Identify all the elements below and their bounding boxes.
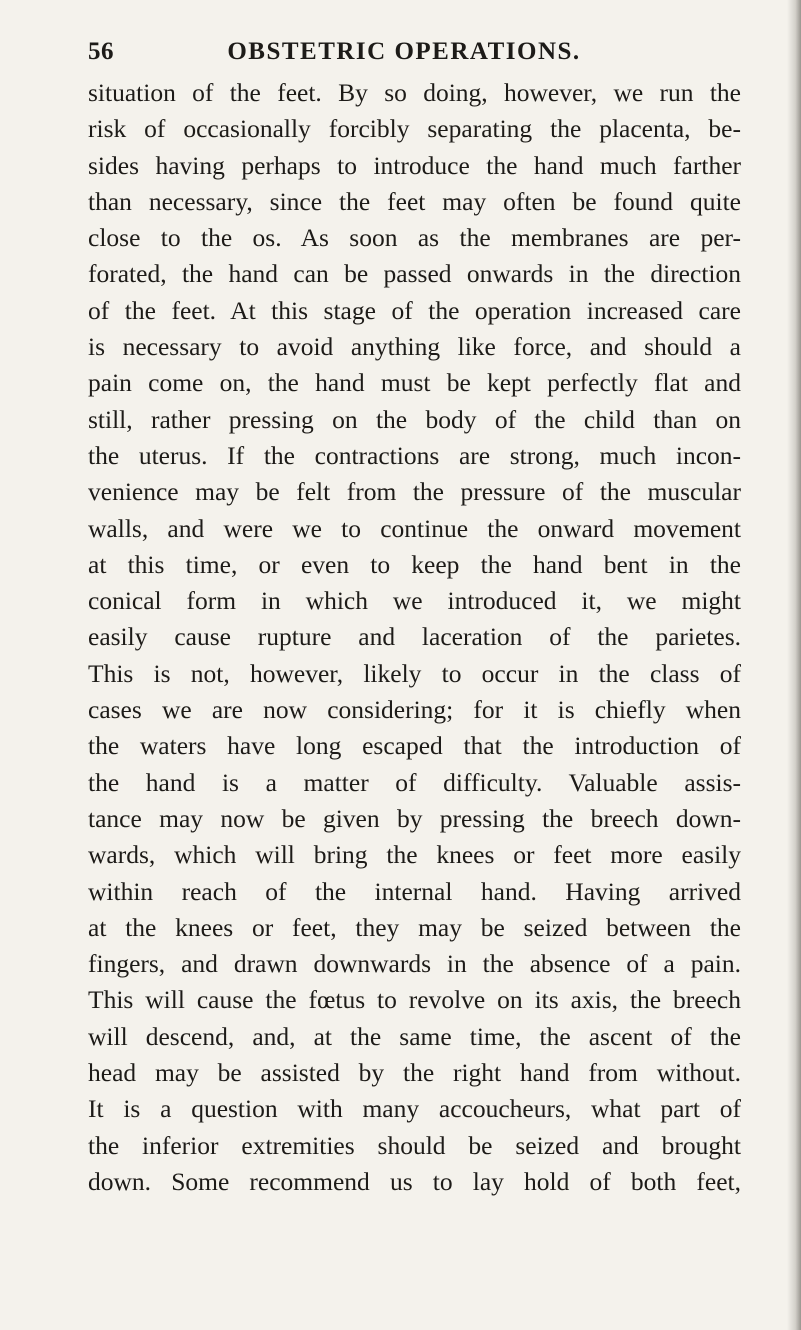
text-line: forated, the hand can be passed onwards in the direction <box>88 259 741 289</box>
text-line: situation of the feet. By so doing, however, we run the <box>88 78 741 107</box>
page-number: 56 <box>88 38 114 65</box>
running-title: OBSTETRIC OPERATIONS. <box>227 38 581 65</box>
text-line: head may be assisted by the right hand from without. <box>88 1058 741 1088</box>
body-text <box>88 75 741 1200</box>
text-line: easily cause rupture and laceration of the parietes. <box>88 622 741 652</box>
text-line: is necessary to avoid anything like force, and should a <box>88 332 741 362</box>
text-line: This will cause the fœtus to revolve on its axis, the breech <box>88 985 741 1015</box>
text-line: wards, which will bring the knees or feet more easily <box>88 840 741 870</box>
text-line: the inferior extremities should be seized and brought <box>88 1130 741 1160</box>
page-header <box>88 38 720 68</box>
text-line: pain come on, the hand must be kept perfectly flat and <box>88 368 741 398</box>
text-line: sides having perhaps to introduce the hand much farther <box>88 150 741 180</box>
page-edge-shadow <box>787 0 801 1330</box>
text-line: close to the os. As soon as the membranes are per- <box>88 223 741 253</box>
text-line: than necessary, since the feet may often be found quite <box>88 186 741 216</box>
text-line: will descend, and, at the same time, the ascent of the <box>88 1021 741 1051</box>
text-line: down. Some recommend us to lay hold of both feet, <box>88 1166 741 1196</box>
text-line: fingers, and drawn downwards in the absence of a pain. <box>88 949 741 979</box>
text-line: still, rather pressing on the body of the child than on <box>88 404 741 434</box>
text-line: the uterus. If the contractions are strong, much incon- <box>88 440 741 470</box>
text-line: walls, and were we to continue the onward movement <box>88 513 741 543</box>
text-line: at the knees or feet, they may be seized between the <box>88 912 741 942</box>
text-line: It is a question with many accoucheurs, what part of <box>88 1094 741 1124</box>
text-line: tance may now be given by pressing the breech down- <box>88 803 741 833</box>
text-line: at this time, or even to keep the hand bent in the <box>88 549 741 579</box>
text-line: conical form in which we introduced it, we might <box>88 586 741 616</box>
text-line: risk of occasionally forcibly separating the placenta, be- <box>88 114 741 144</box>
text-line: cases we are now considering; for it is chiefly when <box>88 695 741 725</box>
text-line: This is not, however, likely to occur in the class of <box>88 658 741 688</box>
text-line: the waters have long escaped that the introduction of <box>88 731 741 761</box>
text-line: the hand is a matter of difficulty. Valuable assis- <box>88 767 741 797</box>
text-line: of the feet. At this stage of the operation increased care <box>88 295 741 325</box>
text-line: venience may be felt from the pressure of the muscular <box>88 477 741 507</box>
text-line: within reach of the internal hand. Having arrived <box>88 876 741 906</box>
